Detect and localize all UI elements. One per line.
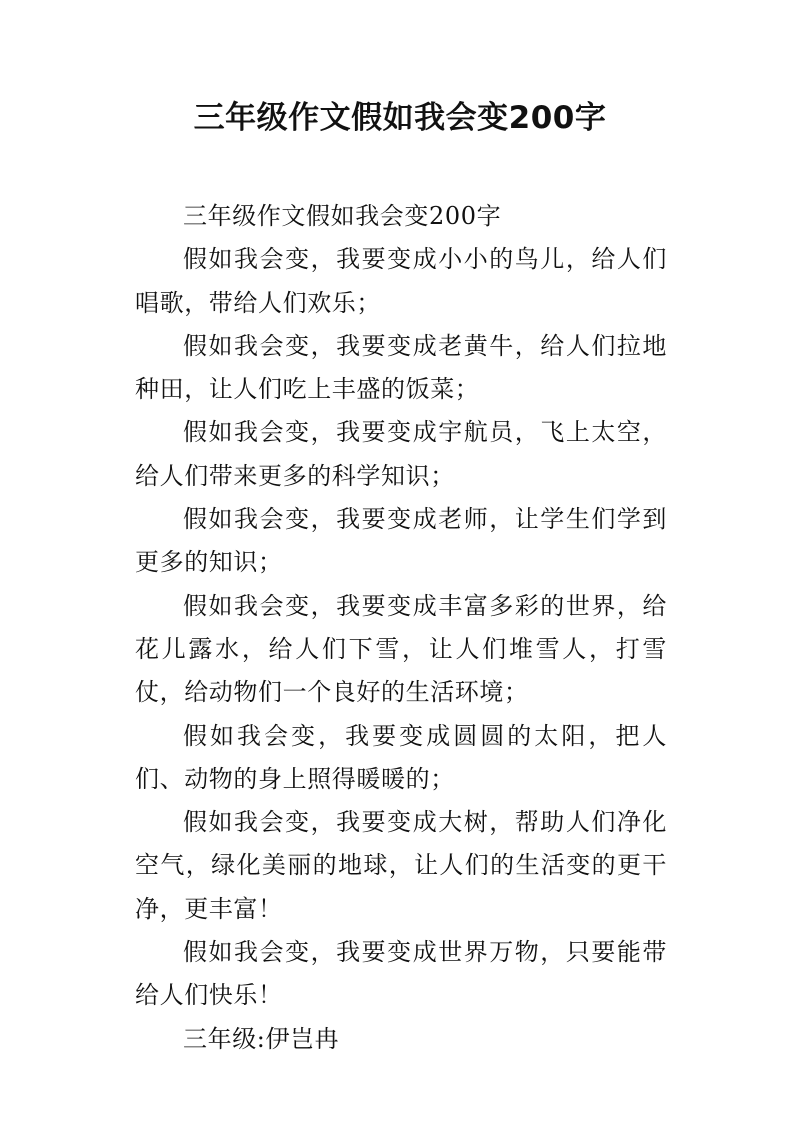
paragraph-subtitle: 三年级作文假如我会变200字 bbox=[183, 202, 502, 230]
paragraph: 假如我会变，我要变成老黄牛，给人们拉地种田，让人们吃上丰盛的饭菜； bbox=[135, 331, 667, 404]
author-line: 三年级:伊岂冉 bbox=[183, 1024, 340, 1053]
paragraph: 假如我会变，我要变成老师，让学生们学到更多的知识； bbox=[135, 505, 667, 577]
paragraph: 假如我会变，我要变成丰富多彩的世界，给花儿露水，给人们下雪，让人们堆雪人，打雪仗，给动物们一个良好的生活环境； bbox=[135, 591, 667, 707]
paragraph: 假如我会变，我要变成小小的鸟儿，给人们唱歌，带给人们欢乐； bbox=[135, 245, 667, 317]
document-title: 三年级作文假如我会变200字 bbox=[193, 100, 607, 136]
paragraph: 假如我会变，我要变成宇航员，飞上太空，给人们带来更多的科学知识； bbox=[135, 418, 667, 490]
paragraph: 假如我会变，我要变成圆圆的太阳，把人们、动物的身上照得暖暖的； bbox=[135, 721, 667, 793]
paragraph: 假如我会变，我要变成世界万物，只要能带给人们快乐！ bbox=[135, 938, 667, 1010]
document-body bbox=[135, 195, 667, 1061]
paragraph: 假如我会变，我要变成大树，帮助人们净化空气，绿化美丽的地球，让人们的生活变的更干净，更丰富！ bbox=[135, 808, 667, 923]
